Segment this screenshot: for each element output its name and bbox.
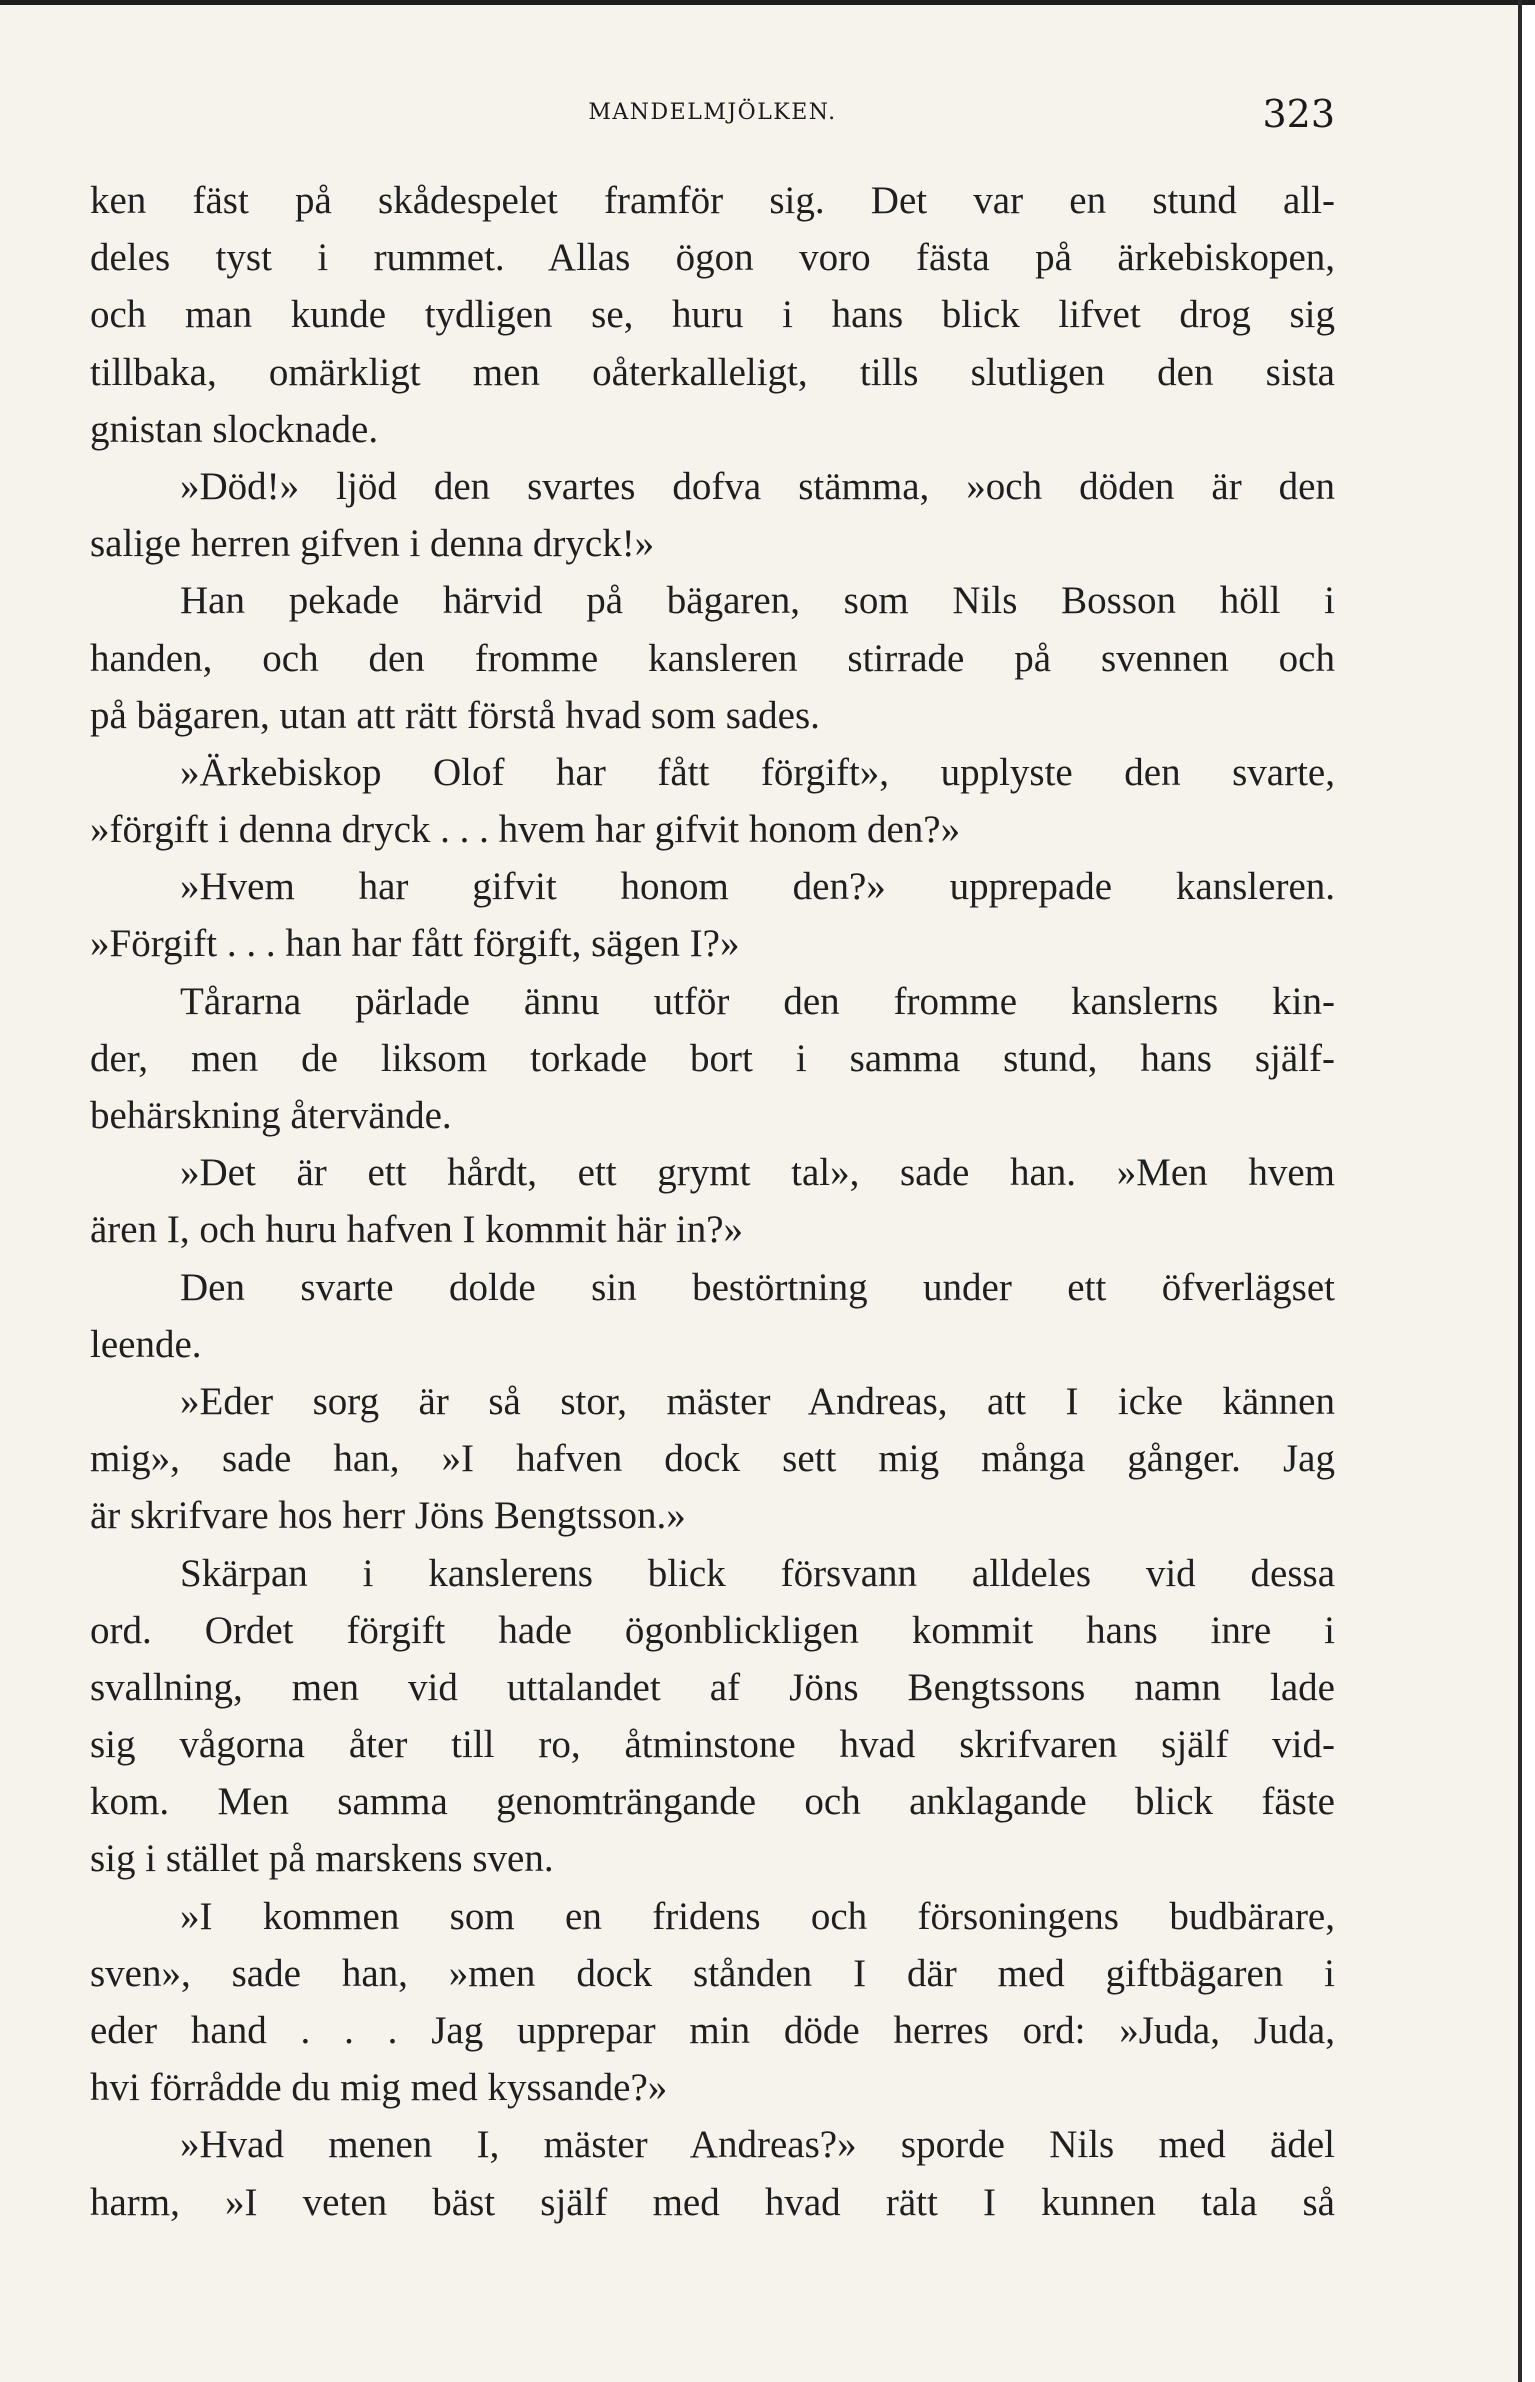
page-number: 323 bbox=[1262, 92, 1335, 136]
page-header bbox=[90, 92, 1335, 142]
text-line: behärskning återvände. bbox=[90, 1094, 452, 1137]
text-line: och man kunde tydligen se, huru i hans blick lifvet drog sig bbox=[90, 293, 1335, 337]
text-line: ord. Ordet förgift hade ögonblickligen kommit hans inre i bbox=[90, 1608, 1335, 1652]
body-text bbox=[90, 172, 1335, 2231]
text-line: tillbaka, omärkligt men oåterkalleligt, tills slutligen den sista bbox=[90, 350, 1335, 394]
scan-edge bbox=[1520, 0, 1535, 2382]
text-line: Skärpan i kanslerens blick försvann alldeles vid dessa bbox=[180, 1551, 1335, 1595]
text-line: hvi förrådde du mig med kyssande?» bbox=[90, 2066, 668, 2110]
text-line: handen, och den fromme kansleren stirrade på svennen och bbox=[90, 636, 1335, 680]
text-line: ken fäst på skådespelet framför sig. Det var en stund all- bbox=[90, 179, 1335, 222]
text-line: är skrifvare hos herr Jöns Bengtsson.» bbox=[90, 1494, 686, 1538]
text-line: kom. Men samma genomträngande och anklagande blick fäste bbox=[90, 1780, 1335, 1824]
text-line: svallning, men vid uttalandet af Jöns Bengtssons namn lade bbox=[90, 1665, 1335, 1709]
text-line: salige herren gifven i denna dryck!» bbox=[90, 522, 655, 566]
text-line: sig i stället på marskens sven. bbox=[90, 1837, 554, 1881]
text-line: deles tyst i rummet. Allas ögon voro fästa på ärkebiskopen, bbox=[90, 236, 1335, 280]
scan-right-border bbox=[1518, 0, 1522, 2382]
text-line: Tårarna pärlade ännu utför den fromme kanslerns kin- bbox=[180, 979, 1335, 1023]
running-title: MANDELMJÖLKEN. bbox=[588, 100, 837, 125]
text-line: Den svarte dolde sin bestörtning under ett öfverlägset bbox=[180, 1265, 1335, 1309]
text-line: der, men de liksom torkade bort i samma stund, hans själf- bbox=[90, 1036, 1335, 1080]
text-line: »förgift i denna dryck . . . hvem har gifvit honom den?» bbox=[90, 808, 961, 852]
text-line: gnistan slocknade. bbox=[90, 407, 379, 451]
text-line: på bägaren, utan att rätt förstå hvad som sades. bbox=[90, 693, 820, 737]
text-line: ären I, och huru hafven I kommit här in?» bbox=[90, 1208, 744, 1252]
text-line: sig vågorna åter till ro, åtminstone hvad skrifvaren själf vid- bbox=[90, 1723, 1335, 1767]
text-line: »Hvad menen I, mäster Andreas?» sporde Nils med ädel bbox=[180, 2123, 1335, 2167]
text-line: »Det är ett hårdt, ett grymt tal», sade han. »Men hvem bbox=[180, 1151, 1335, 1195]
text-line: sven», sade han, »men dock stånden I där med giftbägaren i bbox=[90, 1951, 1335, 1995]
text-line: »Död!» ljöd den svartes dofva stämma, »och döden är den bbox=[180, 464, 1335, 508]
scan-top-border bbox=[0, 0, 1535, 5]
text-line: harm, »I veten bäst själf med hvad rätt I kunnen tala så bbox=[90, 2180, 1335, 2224]
text-line: leende. bbox=[90, 1322, 202, 1366]
text-line: »I kommen som en fridens och försoningens budbärare, bbox=[180, 1894, 1335, 1938]
text-line: mig», sade han, »I hafven dock sett mig många gånger. Jag bbox=[90, 1437, 1335, 1481]
text-line: »Förgift . . . han har fått förgift, sägen I?» bbox=[90, 922, 740, 966]
text-line: »Eder sorg är så stor, mäster Andreas, att I icke kännen bbox=[180, 1379, 1335, 1423]
text-line: eder hand . . . Jag upprepar min döde herres ord: »Juda, Juda, bbox=[90, 2009, 1335, 2052]
text-line: »Hvem har gifvit honom den?» upprepade kansleren. bbox=[180, 865, 1335, 909]
text-line: Han pekade härvid på bägaren, som Nils Bosson höll i bbox=[180, 579, 1335, 623]
text-line: »Ärkebiskop Olof har fått förgift», upplyste den svarte, bbox=[180, 750, 1335, 794]
